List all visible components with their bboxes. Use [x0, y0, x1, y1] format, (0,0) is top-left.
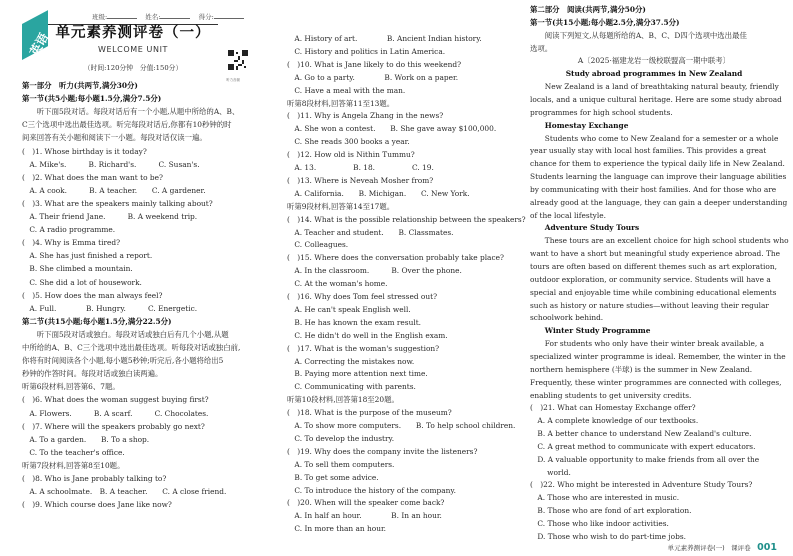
col3-line-21: outdoor exploration, or community service. Students will have a [530, 274, 771, 284]
col1-line-27: A. To a garden. B. To a shop. [22, 434, 150, 444]
col1-line-9: ( )3. What are the speakers mainly talking about? [22, 198, 213, 208]
col3-line-8: programmes for high school students. [530, 107, 673, 117]
name-blank[interactable] [160, 18, 190, 19]
subject-tag: 英语 [27, 30, 52, 59]
col3-line-31: ( )21. What can Homestay Exchange offer? [530, 403, 696, 413]
col3-line-15: already good at the language, they can gain a deeper understanding [530, 197, 788, 207]
col3-line-10: Students who come to New Zealand for a semester or a whole [530, 133, 779, 143]
col3-line-30: enabling students to get university credits. [530, 390, 692, 400]
col2-line-15: A. Teacher and student. B. Classmates. [287, 227, 454, 237]
col1-line-28: C. To the teacher's office. [22, 447, 125, 457]
col3-line-41: D. Those who wish to do part-time jobs. [530, 531, 686, 541]
col3-line-19: want to have a short but meaningful study experience abroad. The [530, 249, 781, 259]
col2-line-22: B. He has known the exam result. [287, 317, 422, 327]
col1-line-30: ( )8. Who is Jane probably talking to? [22, 474, 167, 483]
col2-line-14: ( )14. What is the possible relationship between the speakers? [287, 214, 526, 224]
col1-line-2: 听下面5段对话。每段对话后有一个小题,从题中所给的A、B、 [22, 107, 240, 117]
col2-line-34: B. To get some advice. [287, 472, 379, 482]
col3-line-5: Study abroad programmes in New Zealand [565, 69, 743, 79]
col2-line-9: ( )12. How old is Nithin Tummu? [287, 150, 415, 160]
col2-line-16: C. Colleagues. [287, 240, 349, 250]
col3-line-18: These tours are an excellent choice for high school students who [530, 236, 789, 246]
col3-line-13: Students learning the language can improve their language abilities [530, 172, 787, 182]
col2-line-1: C. History and politics in Latin America. [287, 46, 446, 56]
col3-line-37: ( )22. Who might be interested in Adventure Study Tours? [530, 480, 753, 490]
col3-line-26: For students who only have their winter break available, a [530, 339, 764, 349]
col3-line-3: 选项。 [530, 43, 553, 53]
col3-line-35: D. A valuable opportunity to make friends from all over the [530, 454, 760, 464]
class-label: 班级: [92, 13, 108, 21]
qr-code-icon[interactable] [228, 49, 248, 71]
col3-line-16: of the local lifestyle. [530, 210, 606, 220]
col3-line-39: B. Those who are fond of art exploration. [530, 506, 692, 516]
col3-line-24: schoolwork behind. [530, 313, 604, 323]
name-label: 姓名: [145, 13, 161, 21]
col3-line-9: Homestay Exchange [530, 120, 629, 130]
col2-line-21: A. He can't speak English well. [287, 304, 411, 314]
col2-line-24: ( )17. What is the woman's suggestion? [287, 343, 440, 353]
col3-line-11: year usually stay with local host families. This provides a great [530, 146, 767, 156]
col2-line-26: B. Paying more attention next time. [287, 369, 428, 379]
col1-line-29: 听第7段材料,回答第8至10题。 [22, 460, 125, 470]
col2-line-3: A. Go to a party. B. Work on a paper. [287, 72, 459, 82]
col1-line-3: C三个选项中选出最佳选项。听完每段对话后,你都有10秒钟的时 [22, 120, 232, 130]
col3-line-6: New Zealand is a land of breathtaking natural beauty, friendly [530, 82, 779, 92]
page-title: 单元素养测评卷（一） [55, 25, 211, 41]
col2-line-28: 听第10段材料,回答第18至20题。 [287, 395, 399, 405]
col2-line-17: ( )15. Where does the conversation probably take place? [287, 253, 504, 263]
col1-line-11: C. A radio programme. [22, 225, 116, 235]
col3-line-1: 第一节(共15小题;每小题2.5分,满分37.5分) [530, 17, 680, 27]
col1-line-7: ( )2. What does the man want to be? [22, 172, 163, 182]
col1-line-14: B. She climbed a mountain. [22, 264, 133, 274]
col1-line-32: ( )9. Which course does Jane like now? [22, 500, 172, 510]
col2-line-31: C. To develop the industry. [287, 433, 395, 443]
col2-line-20: ( )16. Why does Tom feel stressed out? [287, 292, 438, 301]
col3-line-28: northern hemisphere (半球) is the summer in New Zealand. [530, 364, 753, 374]
col2-line-6: ( )11. Why is Angela Zhang in the news? [287, 111, 444, 121]
qr-caption: 听力音频 [226, 78, 240, 82]
col2-line-12: A. California. B. Michigan. C. New York. [287, 188, 470, 198]
col1-line-22: 秒钟的作答时间。每段对话或独白读两遍。 [22, 369, 163, 379]
class-blank[interactable] [107, 18, 137, 19]
col3-line-40: C. Those who like indoor activities. [530, 519, 669, 528]
col2-line-19: C. At the woman's home. [287, 279, 388, 289]
col1-line-23: 听第6段材料,回答第6、7题。 [22, 382, 120, 392]
page-footer [668, 542, 777, 555]
col1-line-4: 间来回答有关小题和阅读下一小题。每段对话仅读一遍。 [22, 133, 207, 143]
col1-line-12: ( )4. Why is Emma tired? [22, 238, 121, 248]
col3-line-7: locals, and a unique cultural heritage. Here are some study abroad [530, 94, 782, 104]
col2-line-7: A. She won a contest. B. She gave away $100,000. [287, 124, 497, 134]
col1-line-18: 第二节(共15小题;每小题1.5分,满分22.5分) [22, 316, 172, 326]
col3-line-25: Winter Study Programme [530, 326, 651, 336]
col1-line-19: 听下面5段对话或独白。每段对话或独白后有几个小题,从题 [22, 329, 229, 339]
col2-line-25: A. Correcting the mistakes now. [287, 356, 415, 366]
col3-line-22: special and enjoyable time while combining educational elements [530, 287, 777, 297]
time-and-score: （时间:120分钟 分值:150分） [83, 64, 183, 72]
col2-line-32: ( )19. Why does the company invite the listeners? [287, 446, 478, 456]
col3-line-0: 第二部分 阅读(共两节,满分50分) [530, 5, 646, 14]
col2-line-18: A. In the classroom. B. Over the phone. [287, 266, 462, 276]
col3-line-14: by communicating with their host families. And for those who are [530, 184, 777, 194]
col2-line-37: A. In half an hour. B. In an hour. [287, 511, 442, 521]
col1-line-17: A. Full. B. Hungry. C. Energetic. [22, 303, 198, 313]
col2-line-2: ( )10. What is Jane likely to do this weekend? [287, 59, 462, 69]
col3-line-4: A〔2025·福建龙岩一级校联盟高一期中联考〕 [577, 56, 731, 66]
col2-line-36: ( )20. When will the speaker come back? [287, 498, 445, 508]
col3-line-34: C. A great method to communicate with expert educators. [530, 441, 756, 451]
col3-line-27: specialized winter programme is ideal. Remember, the winter in the [530, 351, 786, 361]
col1-line-21: 你将有时间阅读各个小题,每小题5秒钟;听完后,各小题将给出5 [22, 356, 224, 366]
col2-line-23: C. He didn't do well in the English exam. [287, 330, 448, 340]
col1-line-20: 中所给的A、B、C三个选项中选出最佳选项。听每段对话或独白前, [22, 343, 241, 352]
col2-line-29: ( )18. What is the purpose of the museum? [287, 408, 452, 418]
col3-line-36: world. [530, 467, 571, 477]
col2-line-30: A. To show more computers. B. To help school children. [287, 421, 516, 430]
col2-line-0: A. History of art. B. Ancient Indian history. [287, 34, 482, 43]
col3-line-12: chance for them to experience the typical daily life in New Zealand. [530, 159, 785, 169]
col1-line-16: ( )5. How does the man always feel? [22, 290, 163, 300]
page-number: 001 [757, 542, 777, 553]
footer-label: 单元素养测评卷(一) 课评卷 [667, 544, 758, 552]
col2-line-10: A. 13. B. 18. C. 19. [287, 163, 434, 172]
col3-line-38: A. Those who are interested in music. [530, 493, 680, 503]
col1-line-26: ( )7. Where will the speakers probably go next? [22, 421, 205, 431]
col2-line-11: ( )13. Where is Neveah Mosher from? [287, 175, 434, 185]
col1-line-25: A. Flowers. B. A scarf. C. Chocolates. [22, 408, 209, 418]
col3-line-32: A. A complete knowledge of our textbooks. [530, 416, 699, 426]
col1-line-8: A. A cook. B. A teacher. C. A gardener. [22, 185, 206, 195]
col2-line-33: A. To sell them computers. [287, 459, 395, 469]
col2-line-38: C. In more than an hour. [287, 524, 387, 534]
col1-line-5: ( )1. Whose birthday is it today? [22, 146, 147, 156]
col1-line-13: A. She has just finished a report. [22, 251, 153, 261]
col2-line-35: C. To introduce the history of the company. [287, 485, 456, 495]
col3-line-20: tours are often based on different themes such as art exploration, [530, 262, 777, 271]
score-label: 得分: [198, 13, 214, 21]
score-blank[interactable] [214, 18, 244, 19]
col3-line-2: 阅读下列短文,从每题所给的A、B、C、D四个选项中选出最佳 [530, 30, 747, 40]
col2-line-13: 听第9段材料,回答第14至17题。 [287, 201, 395, 211]
col2-line-5: 听第8段材料,回答第11至13题。 [287, 98, 395, 108]
col1-line-10: A. Their friend Jane. B. A weekend trip. [22, 212, 198, 221]
student-info-line [92, 11, 250, 24]
col2-line-27: C. Communicating with parents. [287, 382, 416, 392]
col3-line-33: B. A better chance to understand New Zealand's culture. [530, 429, 752, 439]
col2-line-8: C. She reads 300 books a year. [287, 137, 410, 147]
col1-line-24: ( )6. What does the woman suggest buying first? [22, 395, 209, 405]
page-subtitle: WELCOME UNIT [97, 45, 169, 54]
col1-line-0: 第一部分 听力(共两节,满分30分) [22, 81, 138, 90]
col1-line-6: A. Mike's. B. Richard's. C. Susan's. [22, 159, 200, 169]
col1-line-15: C. She did a lot of housework. [22, 277, 142, 287]
col3-line-17: Adventure Study Tours [530, 223, 640, 233]
col2-line-4: C. Have a meal with the man. [287, 85, 406, 95]
col1-line-1: 第一节(共5小题;每小题1.5分,满分7.5分) [22, 94, 162, 104]
col1-line-31: A. A schoolmate. B. A teacher. C. A close friend. [22, 487, 227, 497]
col3-line-29: Frequently, these winter programmes are connected with colleges, [530, 377, 782, 387]
col3-line-23: such as history or nature studies—without leaving their regular [530, 300, 769, 310]
